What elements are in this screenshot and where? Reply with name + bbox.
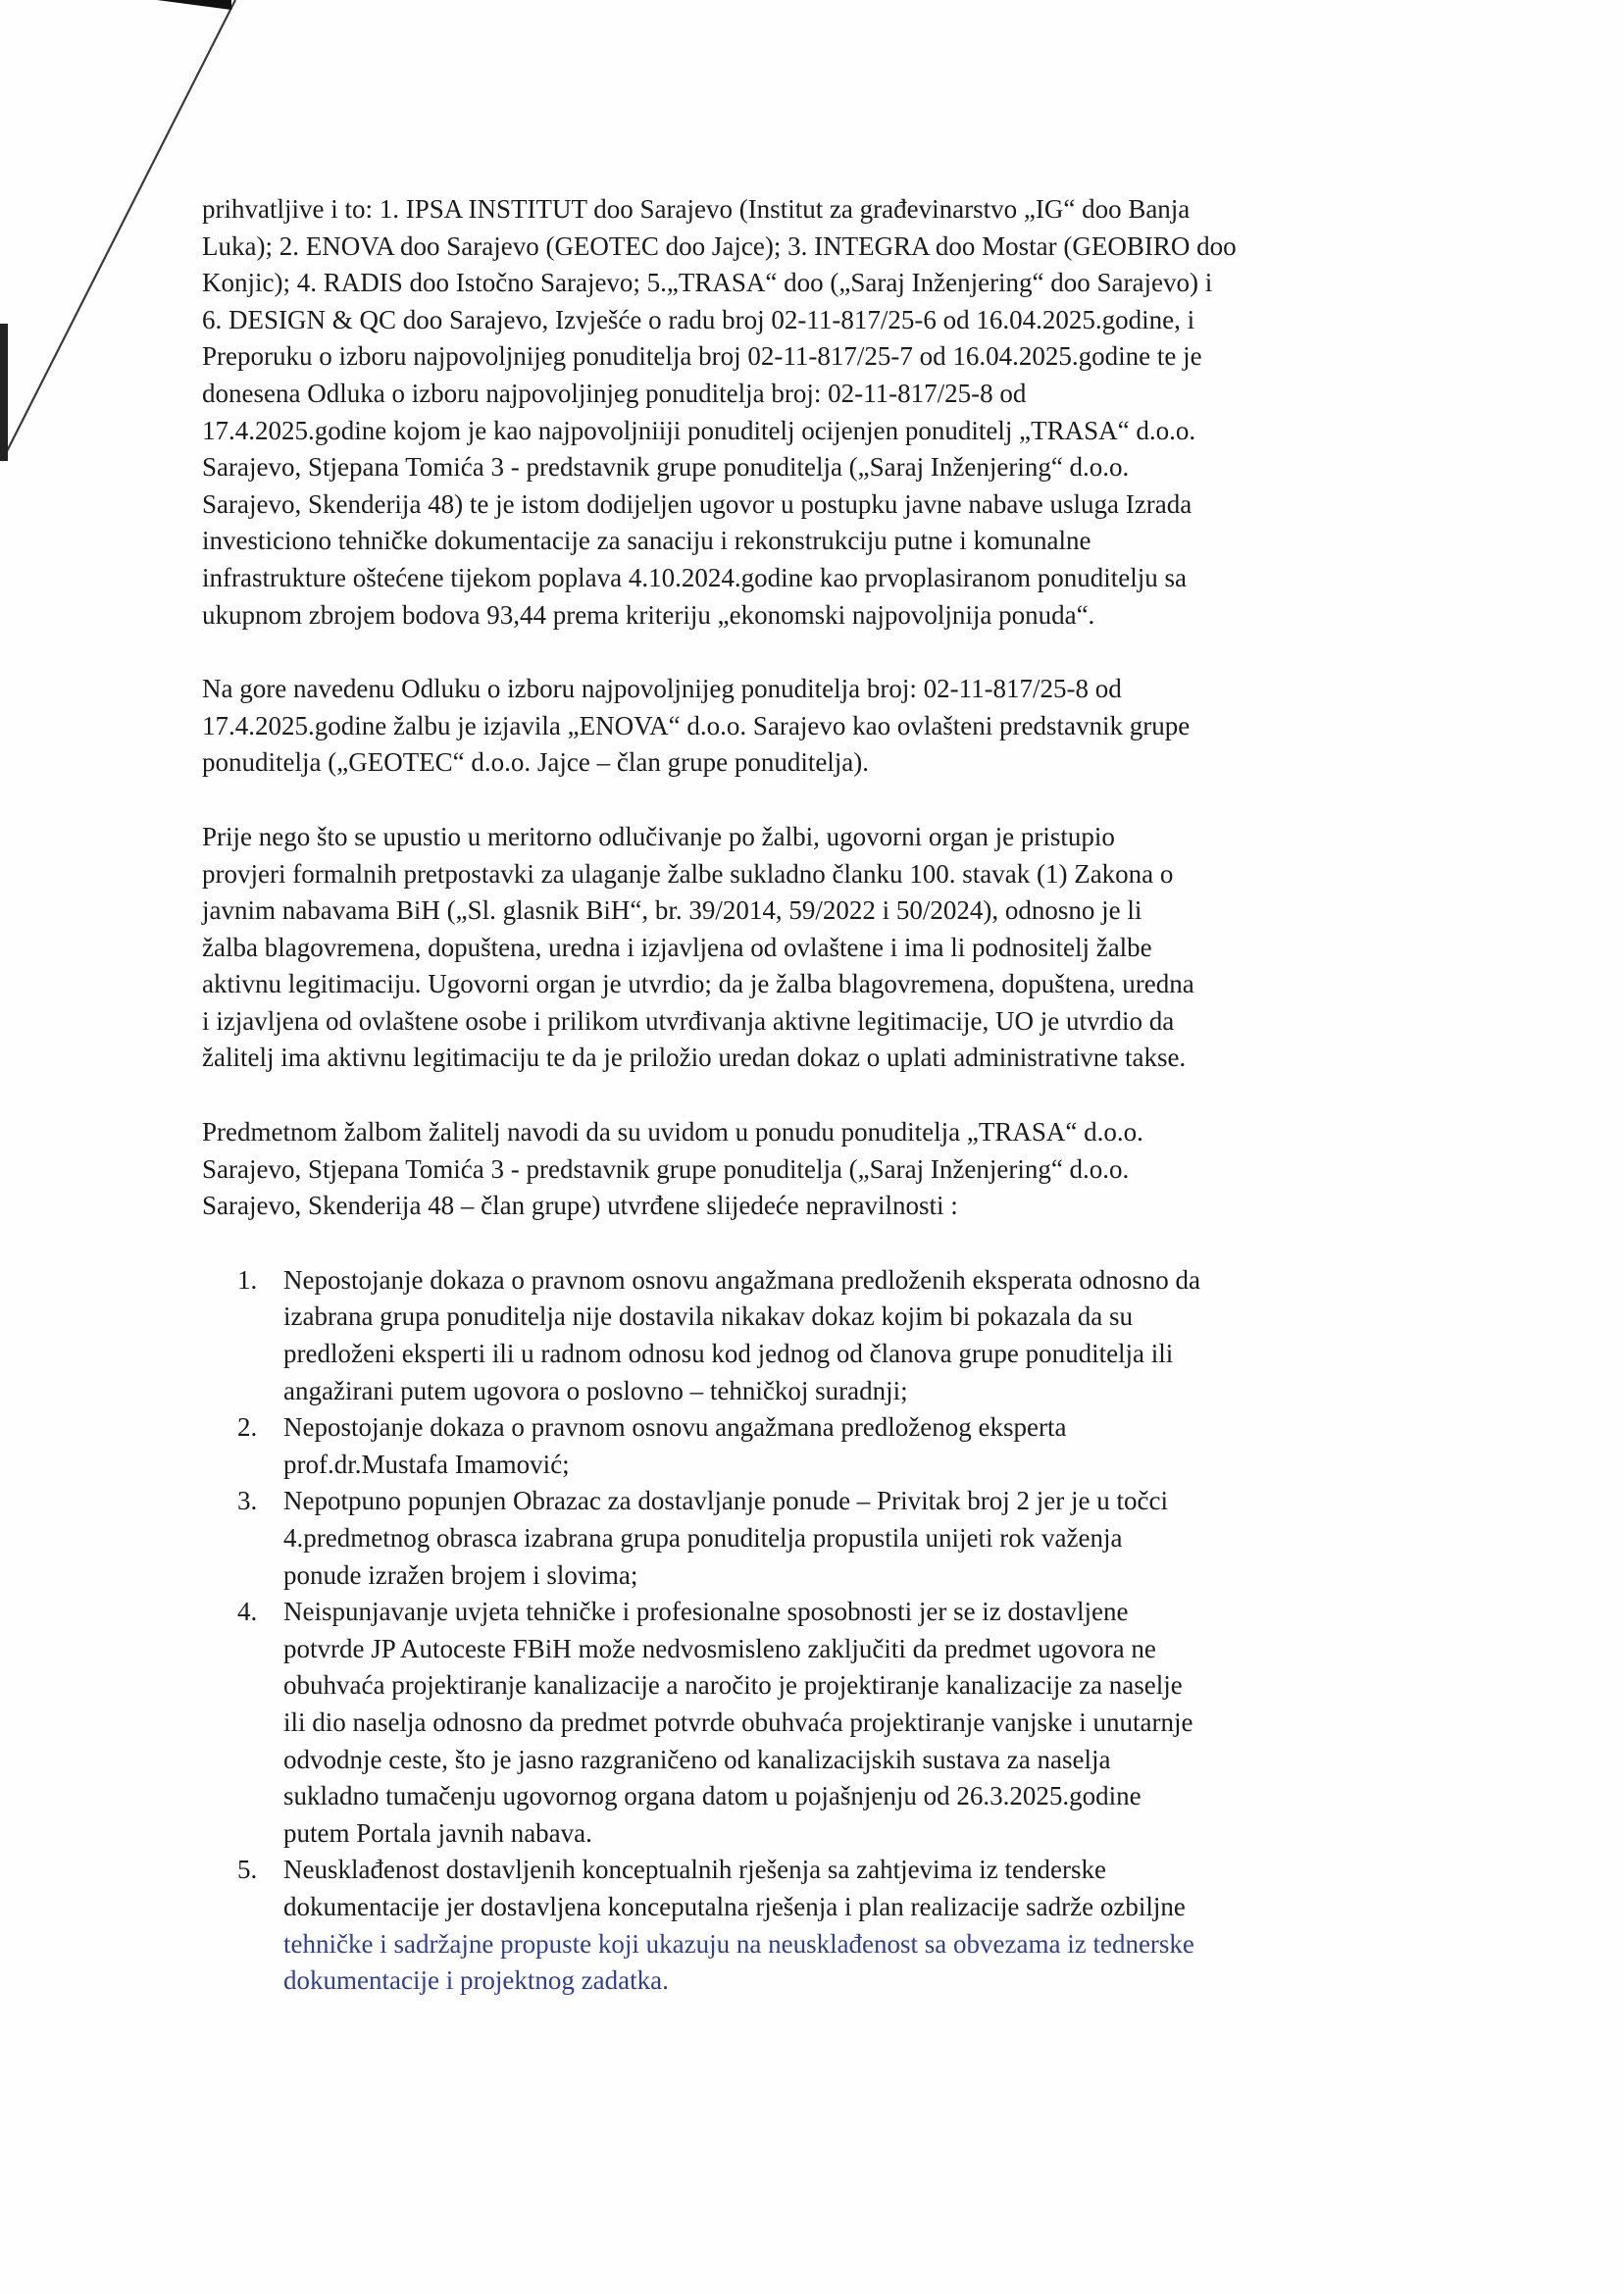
list-number: 1. <box>237 1264 258 1295</box>
text-line: Sarajevo, Stjepana Tomića 3 - predstavnik grupe ponuditelja („Saraj Inženjering“ d.o.o. <box>202 452 1130 483</box>
list-item <box>237 1852 1432 1999</box>
text-line: Prije nego što se upustio u meritorno odlučivanje po žalbi, ugovorni organ je pristupio <box>202 821 1115 851</box>
list-item-text <box>283 1594 1432 1852</box>
text-line: odvodnje ceste, što je jasno razgraničeno od kanalizacijskih sustava za naselja <box>283 1744 1111 1774</box>
paragraph-2 <box>202 671 1432 782</box>
text-line: žalitelj ima aktivnu legitimaciju te da je priložio uredan dokaz o uplati administrativne takse. <box>202 1043 1187 1073</box>
list-item <box>237 1409 1432 1483</box>
irregularities-list <box>237 1262 1432 2000</box>
text-line: prof.dr.Mustafa Imamović; <box>283 1449 570 1479</box>
text-line: Luka); 2. ENOVA doo Sarajevo (GEOTEC doo Jajce); 3. INTEGRA doo Mostar (GEOBIRO doo <box>202 230 1237 261</box>
text-line: 6. DESIGN & QC doo Sarajevo, Izvješće o radu broj 02-11-817/25-6 od 16.04.2025.godine, i <box>202 304 1195 334</box>
list-item <box>237 1483 1432 1594</box>
text-line: infrastrukture oštećene tijekom poplava 4.10.2024.godine kao prvoplasiranom ponuditelju sa <box>202 562 1188 592</box>
text-line: Na gore navedenu Odluku o izboru najpovoljnijeg ponuditelja broj: 02-11-817/25-8 od <box>202 674 1122 704</box>
list-item-text <box>283 1483 1432 1594</box>
list-item-text <box>283 1409 1432 1483</box>
text-line: ukupnom zbrojem bodova 93,44 prema kriteriju „ekonomski najpovoljnija ponuda“. <box>202 599 1095 630</box>
text-line: 4.predmetnog obrasca izabrana grupa ponuditelja propustila unijeti rok važenja <box>283 1523 1123 1553</box>
text-line: investiciono tehničke dokumentacije za sanaciju i rekonstrukciju putne i komunalne <box>202 526 1091 556</box>
text-line: predloženi eksperti ili u radnom odnosu kod jednog od članova grupe ponuditelja ili <box>283 1339 1174 1369</box>
text-line: Konjic); 4. RADIS doo Istočno Sarajevo; 5.„TRASA“ doo („Saraj Inženjering“ doo Sarajevo) i <box>202 268 1213 298</box>
list-number: 2. <box>237 1412 258 1443</box>
paragraph-1 <box>202 191 1432 634</box>
list-item <box>237 1262 1432 1409</box>
text-line: Sarajevo, Skenderija 48) te je istom dodijeljen ugovor u postupku javne nabave usluga Izrada <box>202 488 1193 519</box>
paragraph-3 <box>202 819 1432 1077</box>
text-line: Nepostojanje dokaza o pravnom osnovu angažmana predloženog eksperta <box>283 1412 1067 1443</box>
text-line: Sarajevo, Skenderija 48 – član grupe) utvrđene slijedeće nepravilnosti : <box>202 1191 958 1221</box>
text-line: Nepostojanje dokaza o pravnom osnovu angažmana predloženih eksperata odnosno da <box>283 1264 1200 1295</box>
text-line: ili dio naselja odnosno da predmet potvrde obuhvaća projektiranje vanjske i unutarnje <box>283 1707 1193 1737</box>
text-line: Neispunjavanje uvjeta tehničke i profesionalne sposobnosti jer se iz dostavljene <box>283 1597 1129 1627</box>
text-line: dokumentacije i projektnog zadatka. <box>283 1965 669 1996</box>
text-line: obuhvaća projektiranje kanalizacije a naročito je projektiranje kanalizacije za naselje <box>283 1670 1183 1701</box>
text-line: žalba blagovremena, dopuštena, uredna i izjavljena od ovlaštene i ima li podnositelj žalbe <box>202 932 1152 962</box>
paragraph-4 <box>202 1114 1432 1225</box>
text-line: putem Portala javnih nabava. <box>283 1817 592 1848</box>
text-line: Neusklađenost dostavljenih konceptualnih rješenja sa zahtjevima iz tenderske <box>283 1855 1106 1885</box>
corner-shadow-mark <box>157 0 231 10</box>
text-line: Predmetnom žalbom žalitelj navodi da su uvidom u ponudu ponuditelja „TRASA“ d.o.o. <box>202 1117 1143 1147</box>
list-item <box>237 1594 1432 1852</box>
text-line: aktivnu legitimaciju. Ugovorni organ je utvrdio; da je žalba blagovremena, dopuštena, uredna <box>202 969 1194 999</box>
text-line: sukladno tumačenju ugovornog organa datom u pojašnjenju od 26.3.2025.godine <box>283 1781 1142 1811</box>
text-line: dokumentacije jer dostavljena konceputalna rješenja i plan realizacije sadrže ozbiljne <box>283 1891 1186 1921</box>
text-line: 17.4.2025.godine žalbu je izjavila „ENOVA“ d.o.o. Sarajevo kao ovlašteni predstavnik grupe <box>202 710 1191 740</box>
list-item-text <box>283 1262 1432 1409</box>
left-edge-shadow <box>0 324 8 461</box>
list-item-text <box>283 1852 1432 1999</box>
list-number: 4. <box>237 1597 258 1627</box>
document-body <box>202 191 1432 2000</box>
text-line: provjeri formalnih pretpostavki za ulaganje žalbe sukladno članku 100. stavak (1) Zakona o <box>202 858 1174 889</box>
text-line: prihvatljive i to: 1. IPSA INSTITUT doo Sarajevo (Institut za građevinarstvo „IG“ doo Banja <box>202 194 1191 224</box>
text-line: donesena Odluka o izboru najpovoljinjeg ponuditelja broj: 02-11-817/25-8 od <box>202 378 1027 408</box>
text-line: angažirani putem ugovora o poslovno – tehničkoj suradnji; <box>283 1375 908 1405</box>
list-number: 3. <box>237 1486 258 1516</box>
text-line: ponuditelja („GEOTEC“ d.o.o. Jajce – član grupe ponuditelja). <box>202 747 870 778</box>
text-line: javnim nabavama BiH („Sl. glasnik BiH“, br. 39/2014, 59/2022 i 50/2024), odnosno je li <box>202 895 1142 926</box>
text-line: Nepotpuno popunjen Obrazac za dostavljanje ponude – Privitak broj 2 jer je u točci <box>283 1486 1168 1516</box>
list-number: 5. <box>237 1855 258 1885</box>
text-line: 17.4.2025.godine kojom je kao najpovoljniiji ponuditelj ocijenjen ponuditelj „TRASA“ d.o.o. <box>202 415 1196 445</box>
text-line: izabrana grupa ponuditelja nije dostavila nikakav dokaz kojim bi pokazala da su <box>283 1301 1133 1332</box>
text-line: potvrde JP Autoceste FBiH može nedvosmisleno zaključiti da predmet ugovora ne <box>283 1633 1156 1663</box>
text-line: tehničke i sadržajne propuste koji ukazuju na neusklađenost sa obvezama iz tednerske <box>283 1928 1194 1959</box>
text-line: ponude izražen brojem i slovima; <box>283 1559 638 1590</box>
text-line: i izjavljena od ovlaštene osobe i prilikom utvrđivanja aktivne legitimacije, UO je utvrdio da <box>202 1005 1175 1036</box>
text-line: Sarajevo, Stjepana Tomića 3 - predstavnik grupe ponuditelja („Saraj Inženjering“ d.o.o. <box>202 1153 1130 1184</box>
text-line: Preporuku o izboru najpovoljnijeg ponuditelja broj 02-11-817/25-7 od 16.04.2025.godine te je <box>202 341 1202 372</box>
fold-line-mark <box>2 0 235 461</box>
